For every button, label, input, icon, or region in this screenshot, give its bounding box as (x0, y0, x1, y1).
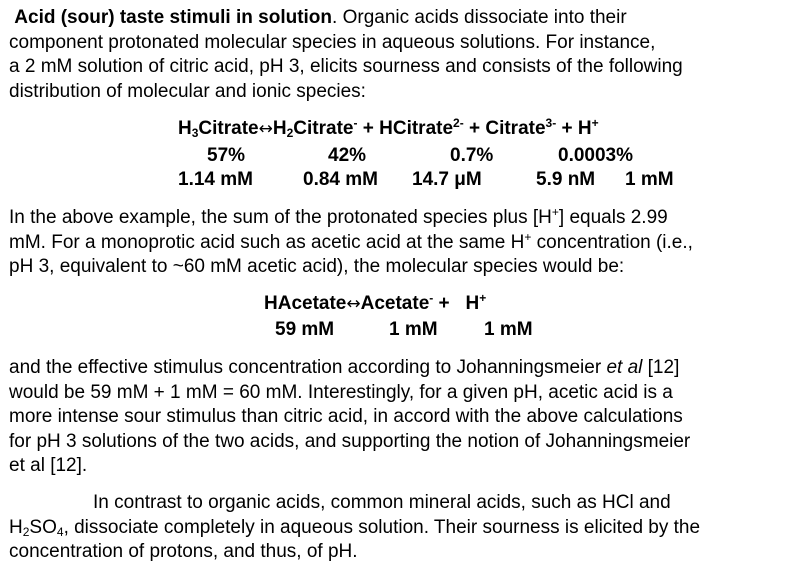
citrate-conc-5-9: 5.9 nM (536, 169, 596, 190)
citrate-conc-0-84: 0.84 mM (303, 169, 378, 190)
example-line-2: mM. For a monoprotic acid such as acetic acid at the same H+ concentration (i.e., (9, 229, 693, 253)
equilibrium-arrow-icon: ↔ (346, 294, 361, 314)
stimulus-line-4: for pH 3 solutions of the two acids, and supporting the notion of Johanningsmeier (9, 430, 691, 452)
citrate-conc-1-14: 1.14 mM (178, 169, 253, 190)
acetate-conc-1: 1 mM (389, 319, 438, 340)
plus-sign: + (556, 118, 578, 139)
stimulus-line-5: et al [12]. (9, 455, 88, 476)
citrate-percent-42: 42% (328, 145, 367, 166)
example-line-1: In the above example, the sum of the protonated species plus [H+] equals 2.99 (9, 205, 668, 228)
hacetate-species: HAcetate (264, 293, 347, 314)
intro-line-2: component protonated molecular species in aqueous solutions. For instance, (9, 31, 656, 53)
acetate-species: Acetate- (360, 291, 434, 314)
citrate-equation (178, 117, 599, 141)
acetate-conc-59: 59 mM (275, 319, 335, 340)
citrate-percent-0-7: 0.7% (450, 145, 494, 166)
stimulus-paragraph (9, 356, 791, 479)
plus-sign: + (357, 118, 380, 139)
hcitrate-species: HCitrate$^{2-}$ (379, 116, 464, 139)
citrate-species: Citrate$^{3-}$ (485, 116, 557, 139)
plus-sign: + (463, 118, 486, 139)
stimulus-line-2: would be 59 mM + 1 mM = 60 mM. Interestingly, for a given pH, acetic acid is a (9, 381, 673, 403)
section-heading: Acid (sour) taste stimuli in solution (14, 7, 333, 28)
proton-species: H+ (577, 116, 599, 139)
acetate-equation (264, 292, 486, 316)
citrate-percent-0-0003: 0.0003% (558, 145, 634, 166)
mineral-line-3: concentration of protons, and thus, of pH. (9, 541, 358, 562)
stimulus-line-3: more intense sour stimulus than citric acid, in accord with the above calculations (9, 406, 683, 427)
intro-line-1-text: . Organic acids dissociate into their (332, 7, 627, 28)
mineral-line-2: $H_2SO_4$, dissociate completely in aqueous solution. Their sourness is elicited by the (9, 516, 701, 539)
proton-conc-1: 1 mM (484, 319, 533, 340)
example-line-3: pH 3, equivalent to ~60 mM acetic acid), the molecular species would be: (9, 256, 625, 277)
mineral-acids-paragraph (9, 491, 791, 565)
mineral-line-1: In contrast to organic acids, common mineral acids, such as HCl and (93, 492, 671, 513)
proton-species: H+ (465, 291, 487, 314)
equilibrium-arrow-icon: ↔ (258, 119, 273, 139)
citrate-conc-14-7: 14.7 μM (412, 169, 482, 190)
plus-sign: + (433, 293, 466, 314)
intro-line-3: a 2 mM solution of citric acid, pH 3, elicits sourness and consists of the following (9, 56, 683, 77)
stimulus-line-1: and the effective stimulus concentration according to Johanningsmeier et al [12] (9, 357, 680, 378)
h2citrate-species: $H_2Citrate^-$ (272, 116, 358, 140)
example-paragraph (9, 206, 791, 280)
intro-line-1 (9, 6, 791, 31)
intro-paragraph (9, 6, 791, 104)
citrate-conc-1: 1 mM (625, 169, 674, 190)
h3citrate-species: $H_3Citrate$ (178, 118, 259, 140)
intro-line-4: distribution of molecular and ionic species: (9, 80, 366, 102)
citrate-percent-57: 57% (207, 145, 246, 166)
